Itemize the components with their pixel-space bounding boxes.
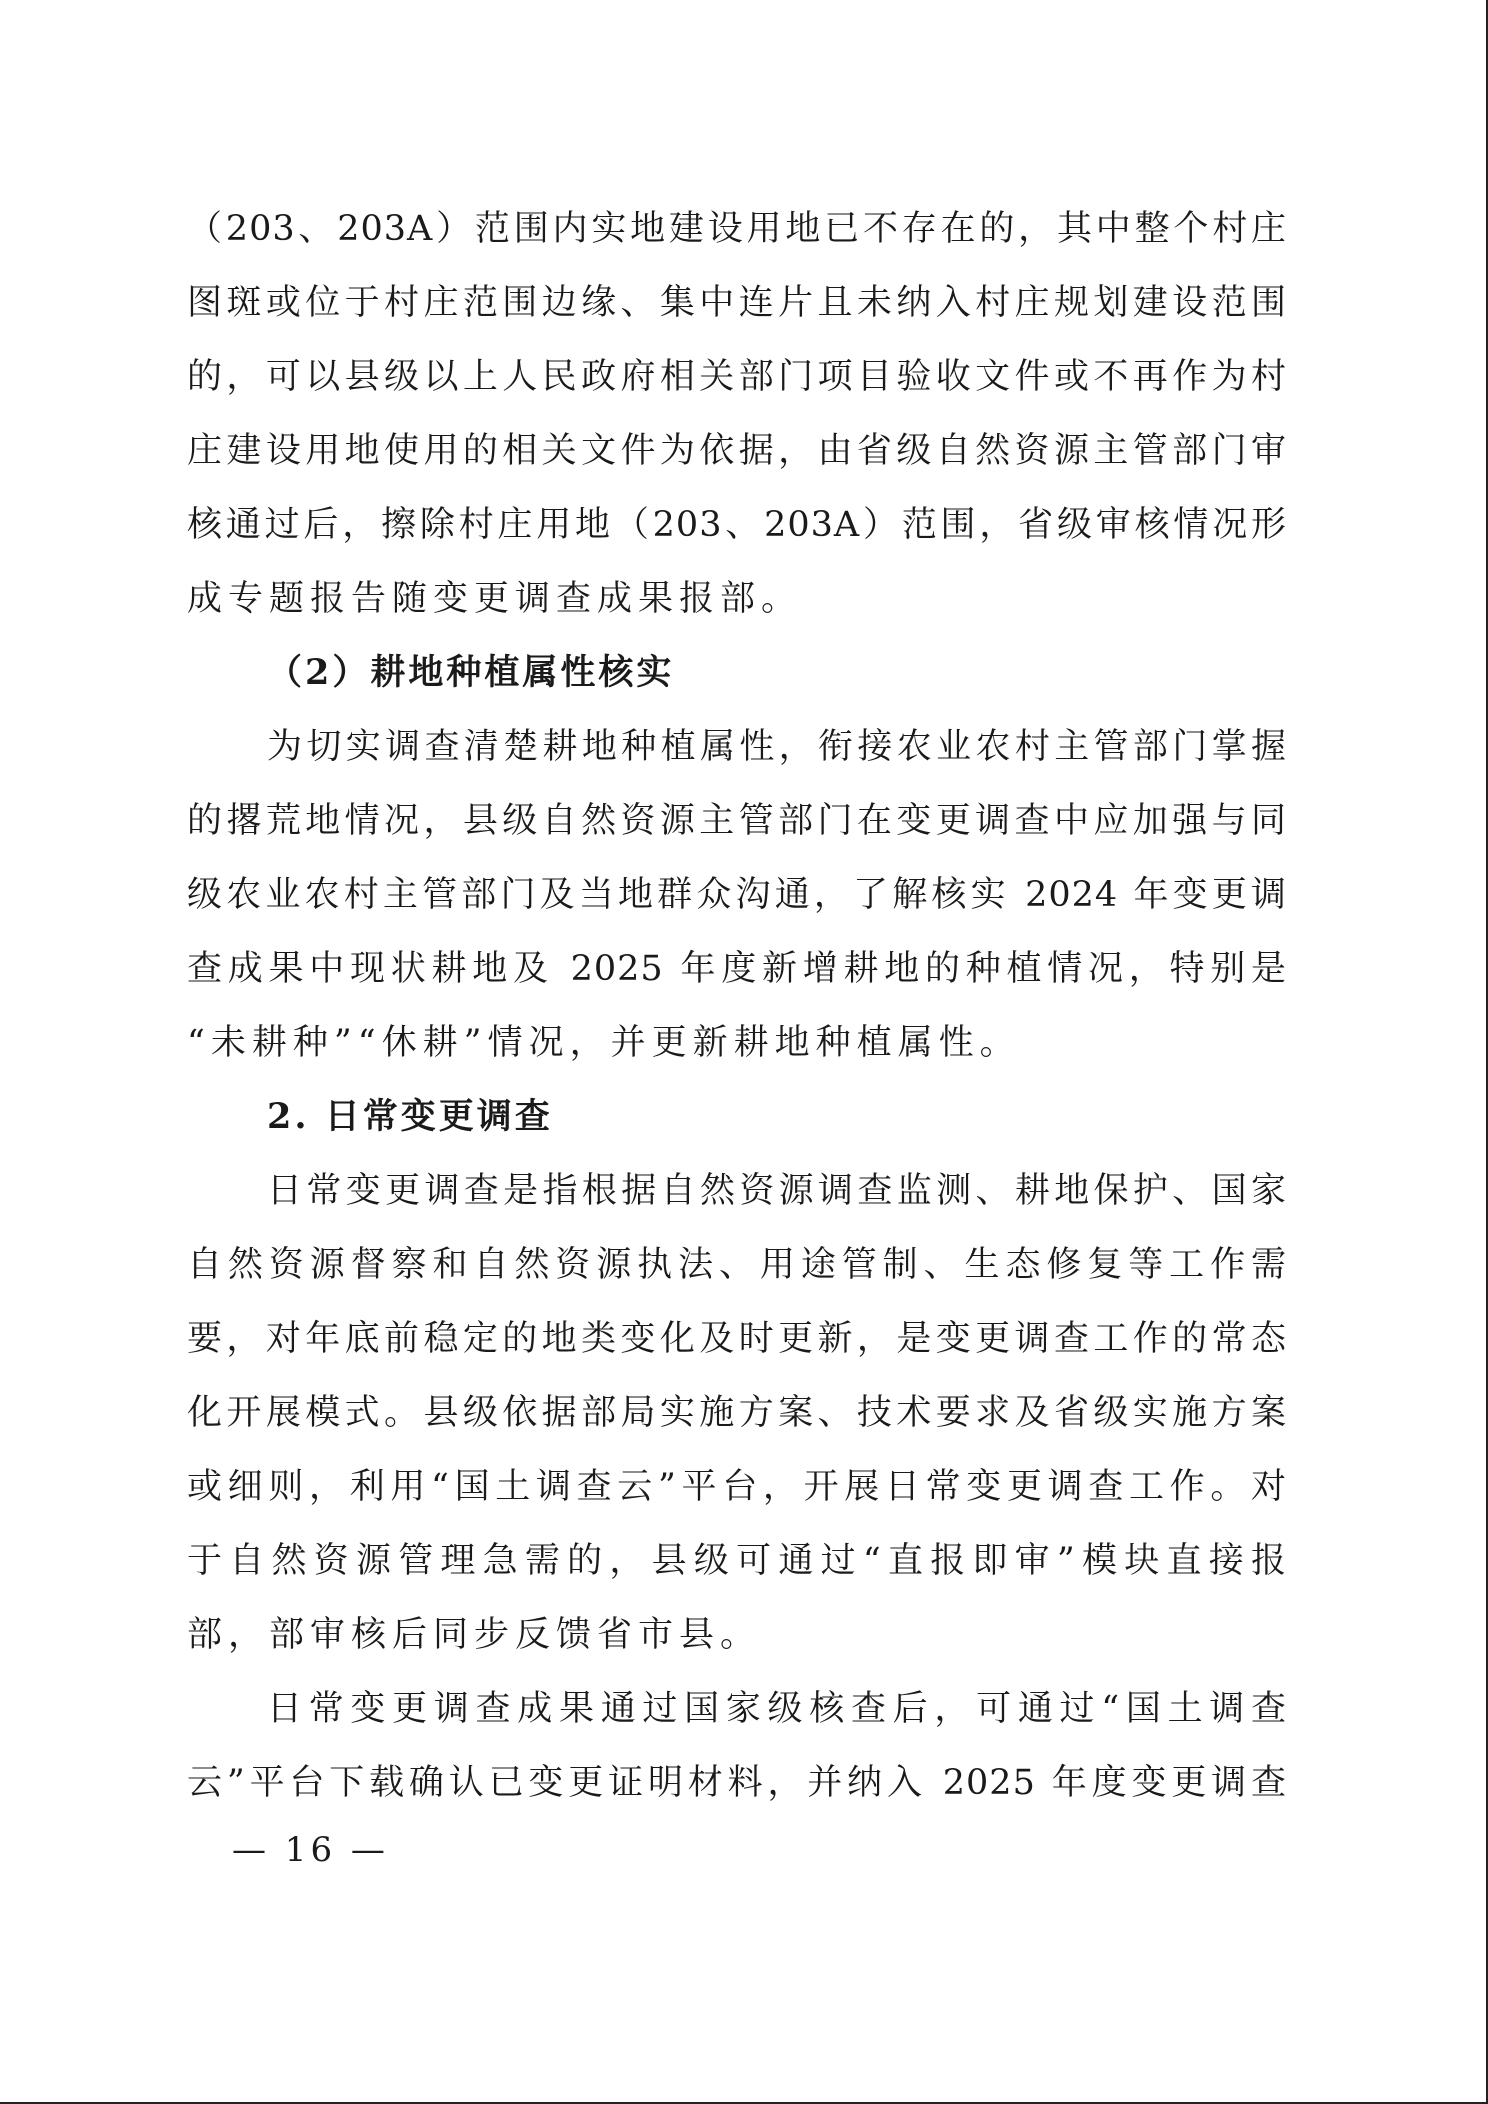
text-line: 化开展模式。县级依据部局实施方案、技术要求及省级实施方案 bbox=[187, 1393, 1287, 1433]
document-body bbox=[187, 192, 1287, 1820]
text-line: 或细则，利用“国土调查云”平台，开展日常变更调查工作。对 bbox=[187, 1467, 1287, 1507]
section-heading-daily-change-survey: 2. 日常变更调查 bbox=[267, 1096, 553, 1137]
text-line: 于自然资源管理急需的，县级可通过“直报即审”模块直接报 bbox=[187, 1541, 1287, 1581]
text-line: 的，可以县级以上人民政府相关部门项目验收文件或不再作为村 bbox=[187, 357, 1287, 397]
text-line: （203、203A）范围内实地建设用地已不存在的，其中整个村庄 bbox=[187, 209, 1287, 249]
text-line: 自然资源督察和自然资源执法、用途管制、生态修复等工作需 bbox=[187, 1245, 1287, 1285]
text-line: 庄建设用地使用的相关文件为依据，由省级自然资源主管部门审 bbox=[187, 431, 1287, 471]
text-line: 为切实调查清楚耕地种植属性，衔接农业农村主管部门掌握 bbox=[267, 727, 1287, 767]
text-line: “未耕种”“休耕”情况，并更新耕地种植属性。 bbox=[187, 1023, 1021, 1063]
text-line: 图斑或位于村庄范围边缘、集中连片且未纳入村庄规划建设范围 bbox=[187, 283, 1287, 323]
paragraph-daily-change-survey bbox=[187, 1154, 1287, 1672]
text-line: 日常变更调查是指根据自然资源调查监测、耕地保护、国家 bbox=[267, 1171, 1287, 1211]
text-line: 核通过后，擦除村庄用地（203、203A）范围，省级审核情况形 bbox=[187, 505, 1287, 545]
text-line: 部，部审核后同步反馈省市县。 bbox=[187, 1615, 762, 1655]
paragraph-village-land bbox=[187, 192, 1287, 636]
paragraph-farmland-attribute bbox=[187, 710, 1287, 1080]
text-line: 的撂荒地情况，县级自然资源主管部门在变更调查中应加强与同 bbox=[187, 801, 1287, 841]
text-line: 查成果中现状耕地及 2025 年度新增耕地的种植情况，特别是 bbox=[187, 949, 1287, 989]
text-line: 日常变更调查成果通过国家级核查后，可通过“国土调查 bbox=[267, 1689, 1287, 1729]
paragraph-daily-survey-results bbox=[187, 1672, 1287, 1820]
text-line: 级农业农村主管部门及当地群众沟通，了解核实 2024 年变更调 bbox=[187, 875, 1287, 915]
text-line: 成专题报告随变更调查成果报部。 bbox=[187, 579, 803, 619]
page-number: — 16 — bbox=[232, 1830, 389, 1870]
section-heading-farmland-attribute: （2）耕地种植属性核实 bbox=[267, 652, 675, 693]
text-line: 云”平台下载确认已变更证明材料，并纳入 2025 年度变更调查 bbox=[187, 1763, 1287, 1803]
text-line: 要，对年底前稳定的地类变化及时更新，是变更调查工作的常态 bbox=[187, 1319, 1287, 1359]
